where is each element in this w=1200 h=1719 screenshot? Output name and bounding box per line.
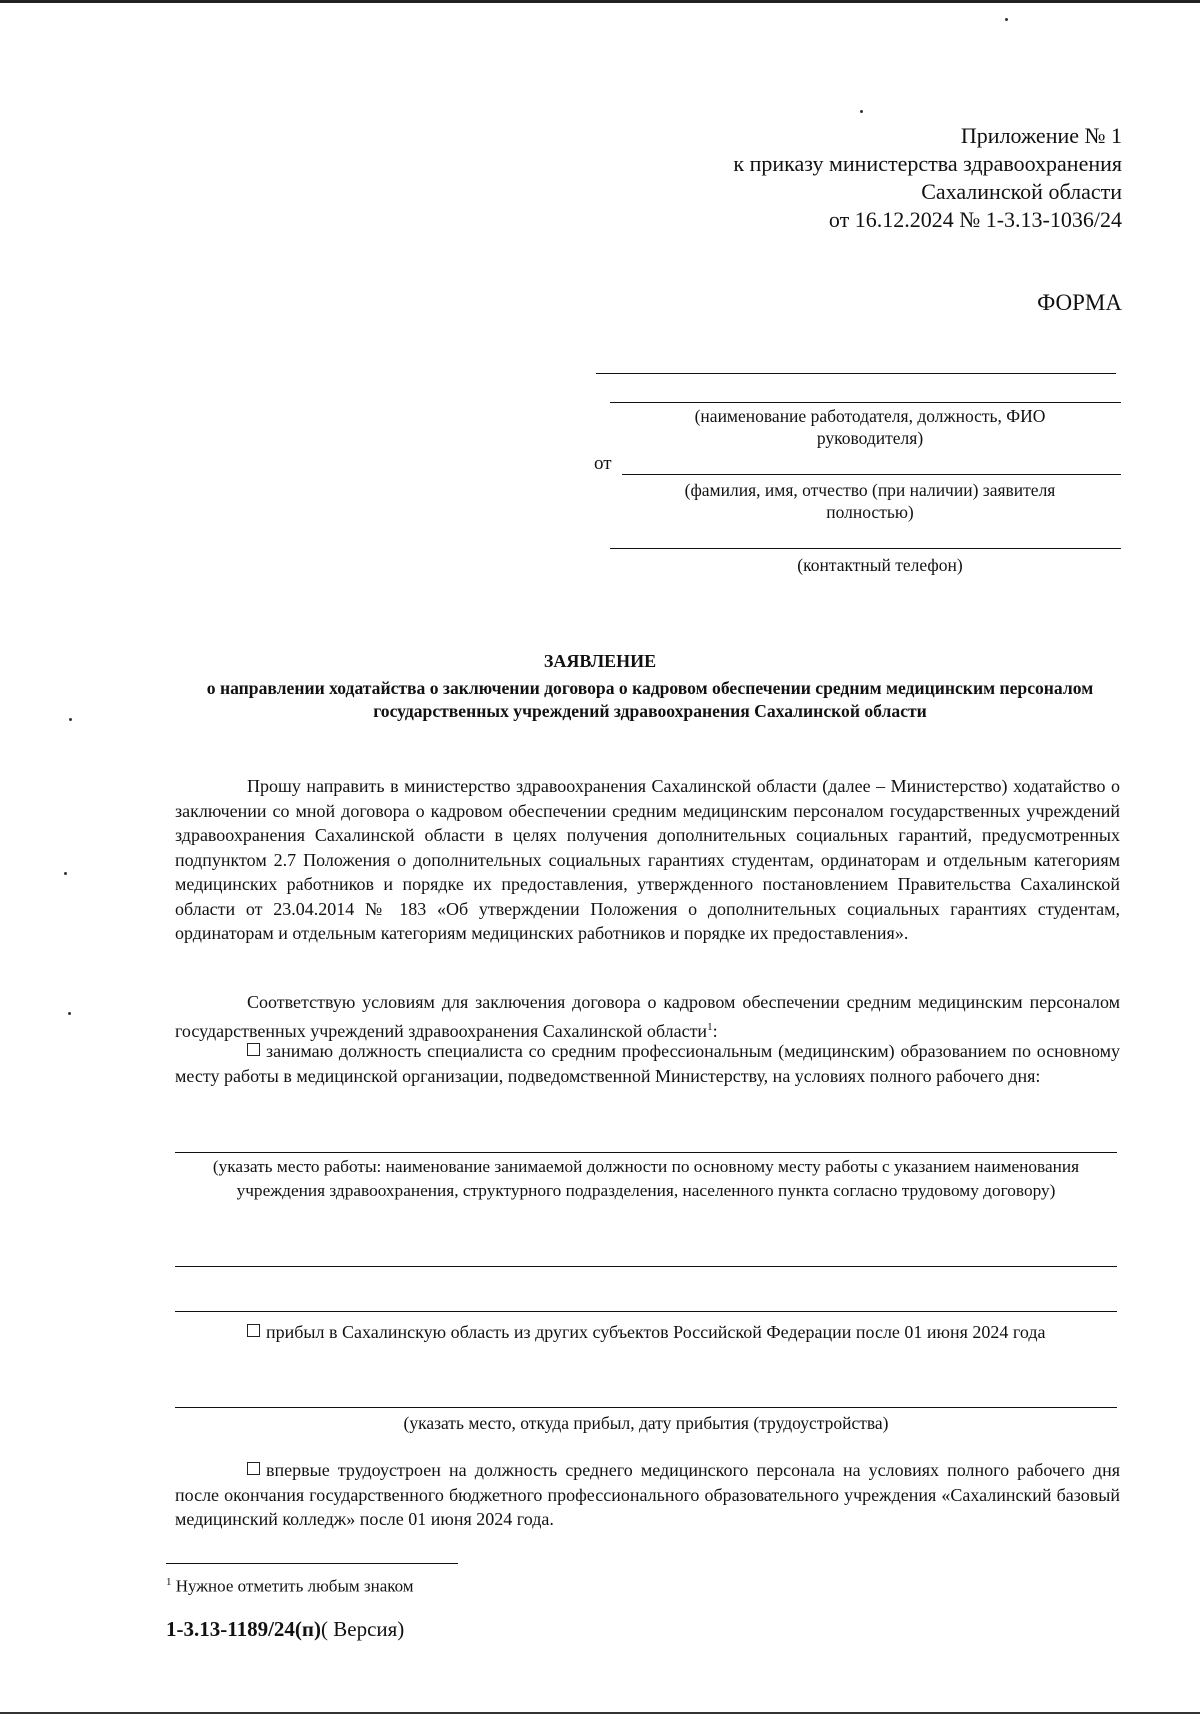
footnote-text: Нужное отметить любым знаком: [175, 1576, 414, 1596]
scan-edge-top: [0, 0, 1200, 3]
paragraph-request: Прошу направить в министерство здравоохранения Сахалинской области (далее – Министерство) ходатайство о заключении со мной договора о кадровом обеспечении средним медицинским персоналом государственных учреждений здравоохранения Сахалинской области в целях получения дополнительных социальных гарантий, предусмотренных подпунктом 2.7 Положения о дополнительных социальных гарантиях студентам, ординаторам и отдельным категориям медицинских работников и порядке их предоставления, утвержденного постановлением Правительства Сахалинской области от 23.04.2014 № 183 «Об утверждении Положения о дополнительных социальных гарантиях студентам, ординаторам и отдельным категориям медицинских работников и порядке их предоставления».: [175, 776, 1120, 943]
document-title: ЗАЯВЛЕНИЕ: [543, 651, 657, 671]
order-reference-line: к приказу министерства здравоохранения: [733, 151, 1122, 176]
appendix-number: Приложение № 1: [960, 123, 1122, 148]
checkbox-arrived[interactable]: [247, 1324, 260, 1337]
arrival-caption: (указать место, откуда прибыл, дату прибытия (трудоустройства): [403, 1413, 889, 1433]
checkbox-first-employed[interactable]: [247, 1462, 260, 1475]
option-employed-text: занимаю должность специалиста со средним профессиональным (медицинским) образованием по основному месту работы в медицинской организации, подведомственной Министерству, на условиях полного рабочего дня:: [175, 1041, 1120, 1086]
option-first-employed-text: впервые трудоустроен на должность среднего медицинского персонала на условиях полного рабочего дня после окончания государственного бюджетного профессионального образовательного учреждения «Сахалинский базовый медицинский колледж» после 01 июня 2024 года.: [175, 1460, 1120, 1529]
option-first-employed: [175, 1458, 1120, 1532]
workplace-field-line-2[interactable]: [175, 1266, 1117, 1267]
order-date-number: от 16.12.2024 № 1-3.13-1036/24: [828, 207, 1122, 232]
option-arrived: [175, 1320, 1120, 1345]
footnote-mark: 1: [166, 1576, 172, 1588]
document-version: ( Версия): [321, 1617, 405, 1641]
footnote-separator: [166, 1563, 458, 1564]
region-line: Сахалинской области: [921, 179, 1122, 204]
scan-edge-bottom: [0, 1712, 1200, 1714]
option-employed: [175, 1039, 1120, 1088]
scan-speck: [64, 872, 67, 875]
appendix-header: [733, 122, 1122, 234]
paragraph-conditions-end: :: [712, 1020, 718, 1041]
paragraph-conditions-text: Соответствую условиям для заключения договора о кадровом обеспечении средним медицинским персоналом государственных учреждений здравоохранения Сахалинской области: [175, 992, 1120, 1041]
form-label: ФОРМА: [1037, 290, 1122, 315]
scan-speck: [860, 110, 863, 113]
footnote: [166, 1576, 414, 1597]
from-label: от: [594, 453, 612, 474]
paragraph-conditions: [175, 990, 1120, 1043]
document-code: 1-3.13-1189/24(п): [166, 1617, 321, 1641]
workplace-field-line[interactable]: [175, 1152, 1117, 1153]
scan-speck: [1005, 18, 1008, 21]
checkbox-employed[interactable]: [247, 1043, 260, 1056]
phone-caption: (контактный телефон): [797, 555, 963, 575]
document-number: [166, 1617, 404, 1642]
workplace-caption: (указать место работы: наименование занимаемой должности по основному месту работы с указанием наименования учреждения здравоохранения, структурного подразделения, населенного пункта согласно трудовому договору): [212, 1157, 1080, 1200]
scan-speck: [68, 1012, 71, 1015]
document-subtitle: о направлении ходатайства о заключении договора о кадровом обеспечении средним медицинским персоналом государственных учреждений здравоохранения Сахалинской области: [206, 678, 1094, 721]
phone-field-line[interactable]: [610, 548, 1121, 549]
employer-field-line[interactable]: [596, 373, 1116, 374]
applicant-caption: (фамилия, имя, отчество (при наличии) заявителя полностью): [684, 480, 1056, 522]
scan-speck: [69, 718, 72, 721]
employer-field-line-2[interactable]: [610, 402, 1121, 403]
applicant-field-line[interactable]: [622, 474, 1121, 475]
employer-caption: (наименование работодателя, должность, ФИО руководителя): [694, 406, 1046, 448]
workplace-field-line-3[interactable]: [175, 1311, 1117, 1312]
footnote-ref: 1: [707, 1020, 713, 1033]
arrival-field-line[interactable]: [175, 1407, 1117, 1408]
option-arrived-text: прибыл в Сахалинскую область из других субъектов Российской Федерации после 01 июня 2024 года: [266, 1322, 1046, 1342]
